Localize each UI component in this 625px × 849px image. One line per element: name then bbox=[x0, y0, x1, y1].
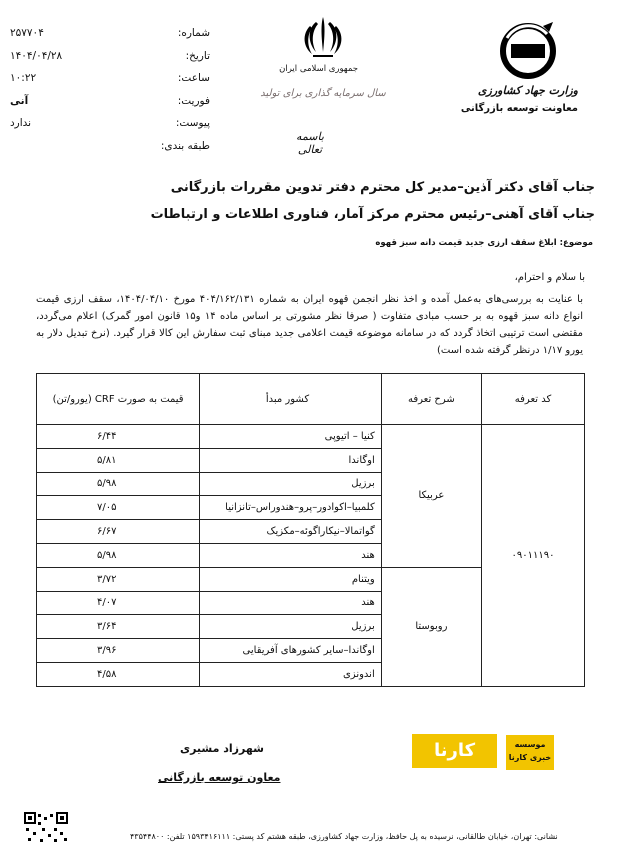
price-cell: ۳/۹۶ bbox=[37, 639, 200, 663]
qr-code-icon bbox=[24, 812, 68, 845]
price-cell: ۵/۸۱ bbox=[37, 448, 200, 472]
number-label: شماره: bbox=[177, 27, 210, 39]
karna-watermark bbox=[406, 731, 556, 771]
country-cell: هند bbox=[200, 591, 382, 615]
priority-label: فوریت: bbox=[177, 94, 210, 107]
jahad-logo-icon bbox=[497, 20, 559, 80]
number-row bbox=[10, 22, 210, 45]
karna-brand-block bbox=[412, 734, 497, 768]
header-tariff-code: کد تعرفه bbox=[482, 374, 585, 425]
country-cell: برزیل bbox=[200, 472, 382, 496]
recipient-1: جناب آقای دکتر آذین–مدیر کل محترم دفتر تدوین مقررات بازرگانی bbox=[170, 180, 595, 195]
god-name-heading: باسمه تعالی bbox=[296, 130, 324, 156]
table-row bbox=[37, 425, 585, 449]
price-cell: ۶/۶۷ bbox=[37, 520, 200, 544]
arabica-cell: عربیکا bbox=[381, 425, 481, 568]
time-row bbox=[10, 67, 210, 90]
header-price: قیمت به صورت CRF (یورو/تن) bbox=[37, 374, 200, 425]
classification-label: طبقه بندی: bbox=[160, 139, 210, 152]
country-cell: اوگاندا bbox=[200, 448, 382, 472]
price-cell: ۵/۹۸ bbox=[37, 472, 200, 496]
country-cell: ویتنام bbox=[200, 567, 382, 591]
signer-title: معاون توسعه بازرگانی bbox=[158, 771, 281, 784]
classification-value bbox=[10, 135, 148, 158]
price-cell: ۶/۴۴ bbox=[37, 425, 200, 449]
time-label: ساعت: bbox=[177, 72, 210, 84]
country-cell: برزیل bbox=[200, 615, 382, 639]
price-cell: ۷/۰۵ bbox=[37, 496, 200, 520]
price-table bbox=[36, 373, 585, 687]
ministry-name: وزارت جهاد کشاورزی bbox=[477, 84, 578, 97]
republic-text: جمهوری اسلامی ایران bbox=[279, 64, 358, 74]
karna-caption: موسسه خبری کارنا bbox=[506, 735, 554, 770]
recipient-2: جناب آقای آهنی–رئیس محترم مرکز آمار، فناوری اطلاعات و ارتباطات bbox=[150, 207, 595, 222]
ministry-logo bbox=[460, 20, 578, 114]
attachment-row bbox=[10, 112, 210, 135]
date-value: ۱۴۰۴/۰۴/۲۸ bbox=[10, 49, 63, 62]
letter-subject: موضوع: ابلاغ سقف ارزی جدید قیمت دانه سبز قهوه bbox=[375, 238, 593, 248]
letter-meta bbox=[10, 22, 210, 157]
country-cell: هند bbox=[200, 543, 382, 567]
price-cell: ۳/۶۴ bbox=[37, 615, 200, 639]
signer-name: شهرزاد مشیری bbox=[180, 742, 264, 755]
country-cell: اندونزی bbox=[200, 662, 382, 686]
priority-value: آنی bbox=[10, 94, 29, 107]
footer-address: نشانی: تهران، خیابان طالقانی، نرسیده به پل حافظ، وزارت جهاد کشاورزی، طبقه هشتم کد پستی: ۱۵۹۳۴۱۶۱۱۱ تلفن: ۴۳۵۴۴۸۰۰ bbox=[130, 832, 558, 841]
year-motto: سال سرمایه گذاری برای تولید bbox=[260, 88, 386, 99]
priority-row bbox=[10, 90, 210, 113]
robusta-cell: روبوستا bbox=[381, 567, 481, 686]
attachment-value: ندارد bbox=[10, 117, 32, 129]
country-cell: کلمبیا–اکوادور–پرو–هندوراس–تانزانیا bbox=[200, 496, 382, 520]
country-cell: کنیا – اتیوپی bbox=[200, 425, 382, 449]
letter-body: با عنایت به بررسی‌های به‌عمل آمده و اخذ نظر انجمن قهوه ایران به شماره ۴۰۴/۱۶۲/۱۳۱ مورخ ۱۴۰۴/۰۴/۱۰، سقف ارزی قیمت انواع دانه سبز قهوه به بر حسب مبادی متفاوت ( صرفا نظر مشورتی بر اساس ماده ۱۴ و۱۵ قانون امور گمرک) اعلام می‌گردد، مقتضی است ترتیبی اتخاذ گردد که در سامانه موضوعه قیمت اعلامی جدید مبنای ثبت سفارش این کالا قرار گیرد. (نرخ تبدیل دلار به یورو ۱/۱۷ درنظر گرفته شده است) bbox=[36, 294, 583, 356]
price-cell: ۴/۰۷ bbox=[37, 591, 200, 615]
table-header-row bbox=[37, 374, 585, 425]
attachment-label: پیوست: bbox=[175, 117, 210, 129]
price-cell: ۴/۵۸ bbox=[37, 662, 200, 686]
country-cell: اوگاندا–سایر کشورهای آفریقایی bbox=[200, 639, 382, 663]
classification-row bbox=[10, 135, 210, 158]
greeting: با سلام و احترام، bbox=[514, 272, 585, 283]
number-value: ۲۵۷۷۰۴ bbox=[10, 27, 44, 39]
qr-code bbox=[24, 812, 68, 845]
karna-brand: کارنا bbox=[433, 740, 476, 761]
country-cell: گواتمالا–نیکاراگوئه–مکزیک bbox=[200, 520, 382, 544]
price-cell: ۵/۹۸ bbox=[37, 543, 200, 567]
header-tariff-desc: شرح تعرفه bbox=[381, 374, 481, 425]
deputy-name: معاونت توسعه بازرگانی bbox=[460, 103, 578, 114]
header-country: کشور مبدأ bbox=[200, 374, 382, 425]
price-cell: ۳/۷۲ bbox=[37, 567, 200, 591]
tariff-code-cell: ۰۹۰۱۱۱۹۰ bbox=[482, 425, 585, 687]
iran-emblem bbox=[279, 14, 358, 74]
emblem-icon bbox=[300, 14, 346, 62]
time-value: ۱۰:۲۲ bbox=[10, 72, 37, 84]
date-label: تاریخ: bbox=[185, 49, 210, 62]
date-row bbox=[10, 45, 210, 68]
